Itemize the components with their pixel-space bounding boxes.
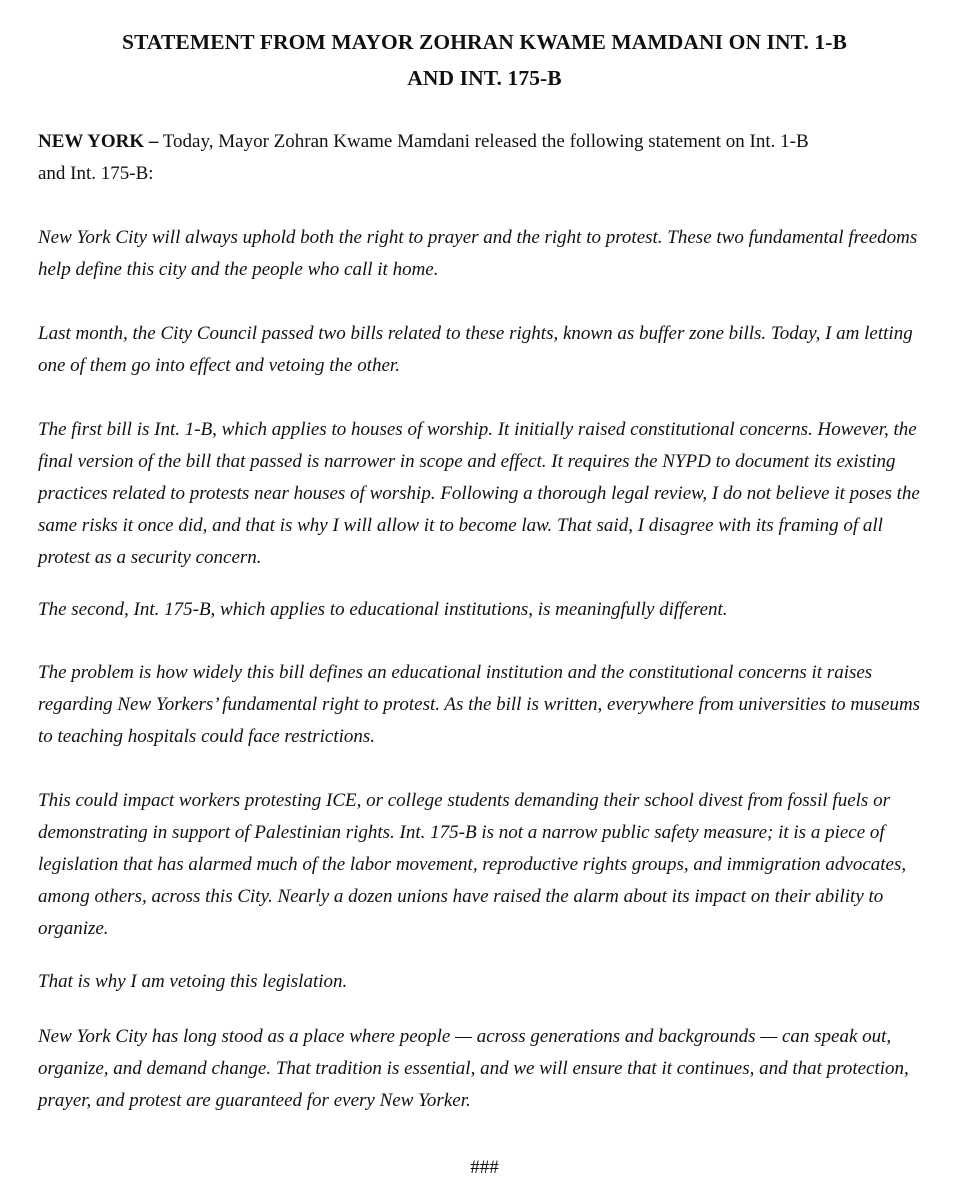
statement-paragraph-2: Last month, the City Council passed two bills related to these rights, known as buffer zone bills. Today, I am letting one of them go into effect and vetoing the other. — [38, 323, 913, 376]
statement-paragraph-7: That is why I am vetoing this legislation. — [38, 971, 348, 992]
statement-paragraph-1: New York City will always uphold both the right to prayer and the right to protest. These two fundamental freedoms help define this city and the people who call it home. — [38, 227, 918, 280]
lead-text-line-1: Today, Mayor Zohran Kwame Mamdani released the following statement on Int. 1-B — [158, 131, 809, 152]
lead-text-line-2: and Int. 175-B: — [38, 163, 154, 184]
statement-title-line-1: STATEMENT FROM MAYOR ZOHRAN KWAME MAMDANI ON INT. 1-B — [122, 30, 847, 54]
statement-paragraph-6: This could impact workers protesting ICE, or college students demanding their school divest from fossil fuels or demonstrating in support of Palestinian rights. Int. 175-B is not a narrow public safety measure; it is a piece of legislation that has alarmed much of the labor movement, reproductive rights groups, and immigration advocates, among others, across this City. Nearly a dozen unions have raised the alarm about its impact on their ability to organize. — [38, 790, 907, 939]
statement-paragraph-5: The problem is how widely this bill defines an educational institution and the constitutional concerns it raises regarding New Yorkers’ fundamental right to protest. As the bill is written, everywhere from universities to museums to teaching hospitals could face restrictions. — [38, 662, 921, 747]
statement-title-line-2: AND INT. 175-B — [407, 66, 562, 90]
lead-paragraph — [38, 126, 938, 190]
statement-paragraph-8: New York City has long stood as a place where people — across generations and backgrounds — can speak out, organize, and demand change. That tradition is essential, and we will ensure that it continues, and that protection, prayer, and protest are guaranteed for every New Yorker. — [38, 1026, 909, 1111]
end-mark: ### — [470, 1157, 499, 1178]
statement-paragraph-3: The first bill is Int. 1-B, which applies to houses of worship. It initially raised constitutional concerns. However, the final version of the bill that passed is narrower in scope and effect. It requires the NYPD to document its existing practices related to protests near houses of worship. Following a thorough legal review, I do not believe it poses the same risks it once did, and that is why I will allow it to become law. That said, I disagree with its framing of all protest as a security concern. — [38, 419, 920, 568]
statement-paragraph-4: The second, Int. 175-B, which applies to educational institutions, is meaningfully different. — [38, 599, 728, 620]
dateline: NEW YORK – — [38, 131, 159, 152]
